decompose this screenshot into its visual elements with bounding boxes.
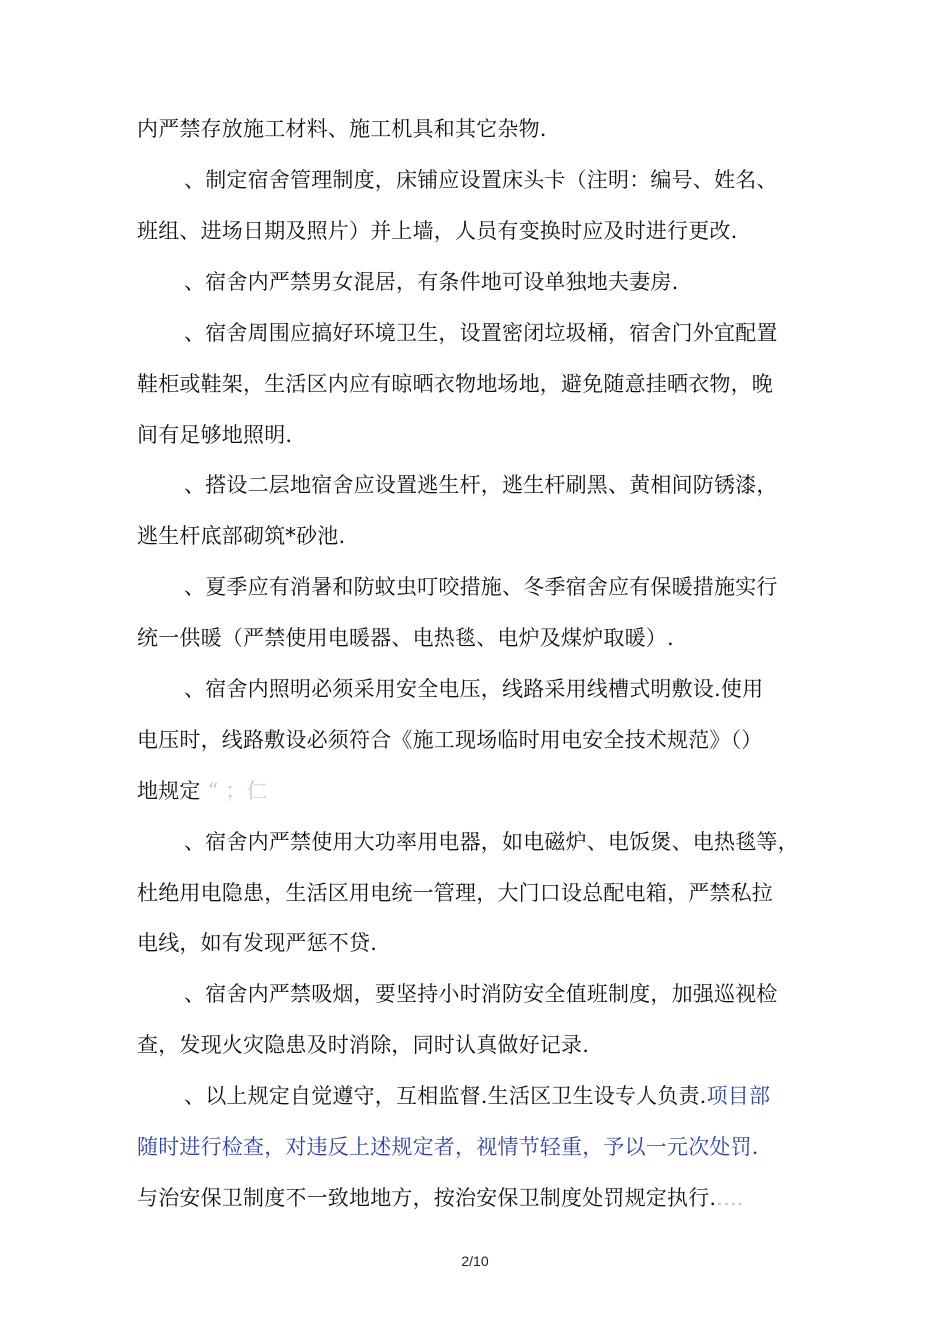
text-fragment: 、以上规定自觉遵守，互相监督.生活区卫生设专人负责. [184, 1084, 707, 1108]
text-line: 、制定宿舍管理制度，床铺应设置床头卡（注明：编号、姓名、 [184, 168, 778, 192]
text-fragment: 与治安保卫制度不一致地地方，按治安保卫制度处罚规定执行. [137, 1186, 717, 1210]
text-line: 、夏季应有消暑和防蚊虫叮咬措施、冬季宿舍应有保暖措施实行 [184, 575, 778, 599]
text-line: 电压时，线路敷设必须符合《施工现场临时用电安全技术规范》（） [137, 728, 763, 752]
text-line: 查，发现火灾隐患及时消除，同时认真做好记录. [137, 1033, 590, 1057]
text-line: 间有足够地照明. [137, 423, 293, 447]
text-line: 逃生杆底部砌筑*砂池. [137, 524, 346, 548]
text-line: 、搭设二层地宿舍应设置逃生杆，逃生杆刷黑、黄相间防锈漆， [184, 473, 778, 497]
text-line: 、宿舍周围应搞好环境卫生，设置密闭垃圾桶，宿舍门外宜配置 [184, 321, 778, 345]
text-line [137, 777, 268, 805]
text-line: 鞋柜或鞋架，生活区内应有晾晒衣物地场地，避免随意挂晒衣物，晚 [137, 372, 773, 396]
page-number: 2/10 [461, 1253, 489, 1269]
text-line: 、宿舍内照明必须采用安全电压，线路采用线槽式明敷设.使用 [184, 677, 764, 701]
text-line: 、宿舍内严禁使用大功率用电器，如电磁炉、电饭煲、电热毯等， [184, 830, 799, 854]
text-fragment: 地规定 [137, 779, 201, 803]
text-line: 内严禁存放施工材料、施工机具和其它杂物. [137, 117, 547, 141]
text-line: 、宿舍内严禁男女混居，有条件地可设单独地夫妻房. [184, 270, 679, 294]
text-line: 电线，如有发现严惩不贷. [137, 931, 378, 955]
text-line [184, 1082, 770, 1110]
text-line: 、宿舍内严禁吸烟，要坚持小时消防安全值班制度，加强巡视检 [184, 982, 778, 1006]
faint-dots: .... [716, 1186, 744, 1210]
faint-fragment: “ ；仁 [207, 779, 268, 803]
highlighted-line: 随时进行检查，对违反上述规定者，视情节轻重，予以一元次处罚. [137, 1135, 759, 1159]
text-line: 杜绝用电隐患，生活区用电统一管理，大门口设总配电箱，严禁私拉 [137, 881, 773, 905]
text-line: 统一供暖（严禁使用电暖器、电热毯、电炉及煤炉取暖）. [137, 626, 674, 650]
highlighted-text: 项目部 [706, 1084, 771, 1108]
text-line [137, 1184, 744, 1212]
text-line: 班组、进场日期及照片）并上墙，人员有变换时应及时进行更改. [137, 219, 738, 243]
